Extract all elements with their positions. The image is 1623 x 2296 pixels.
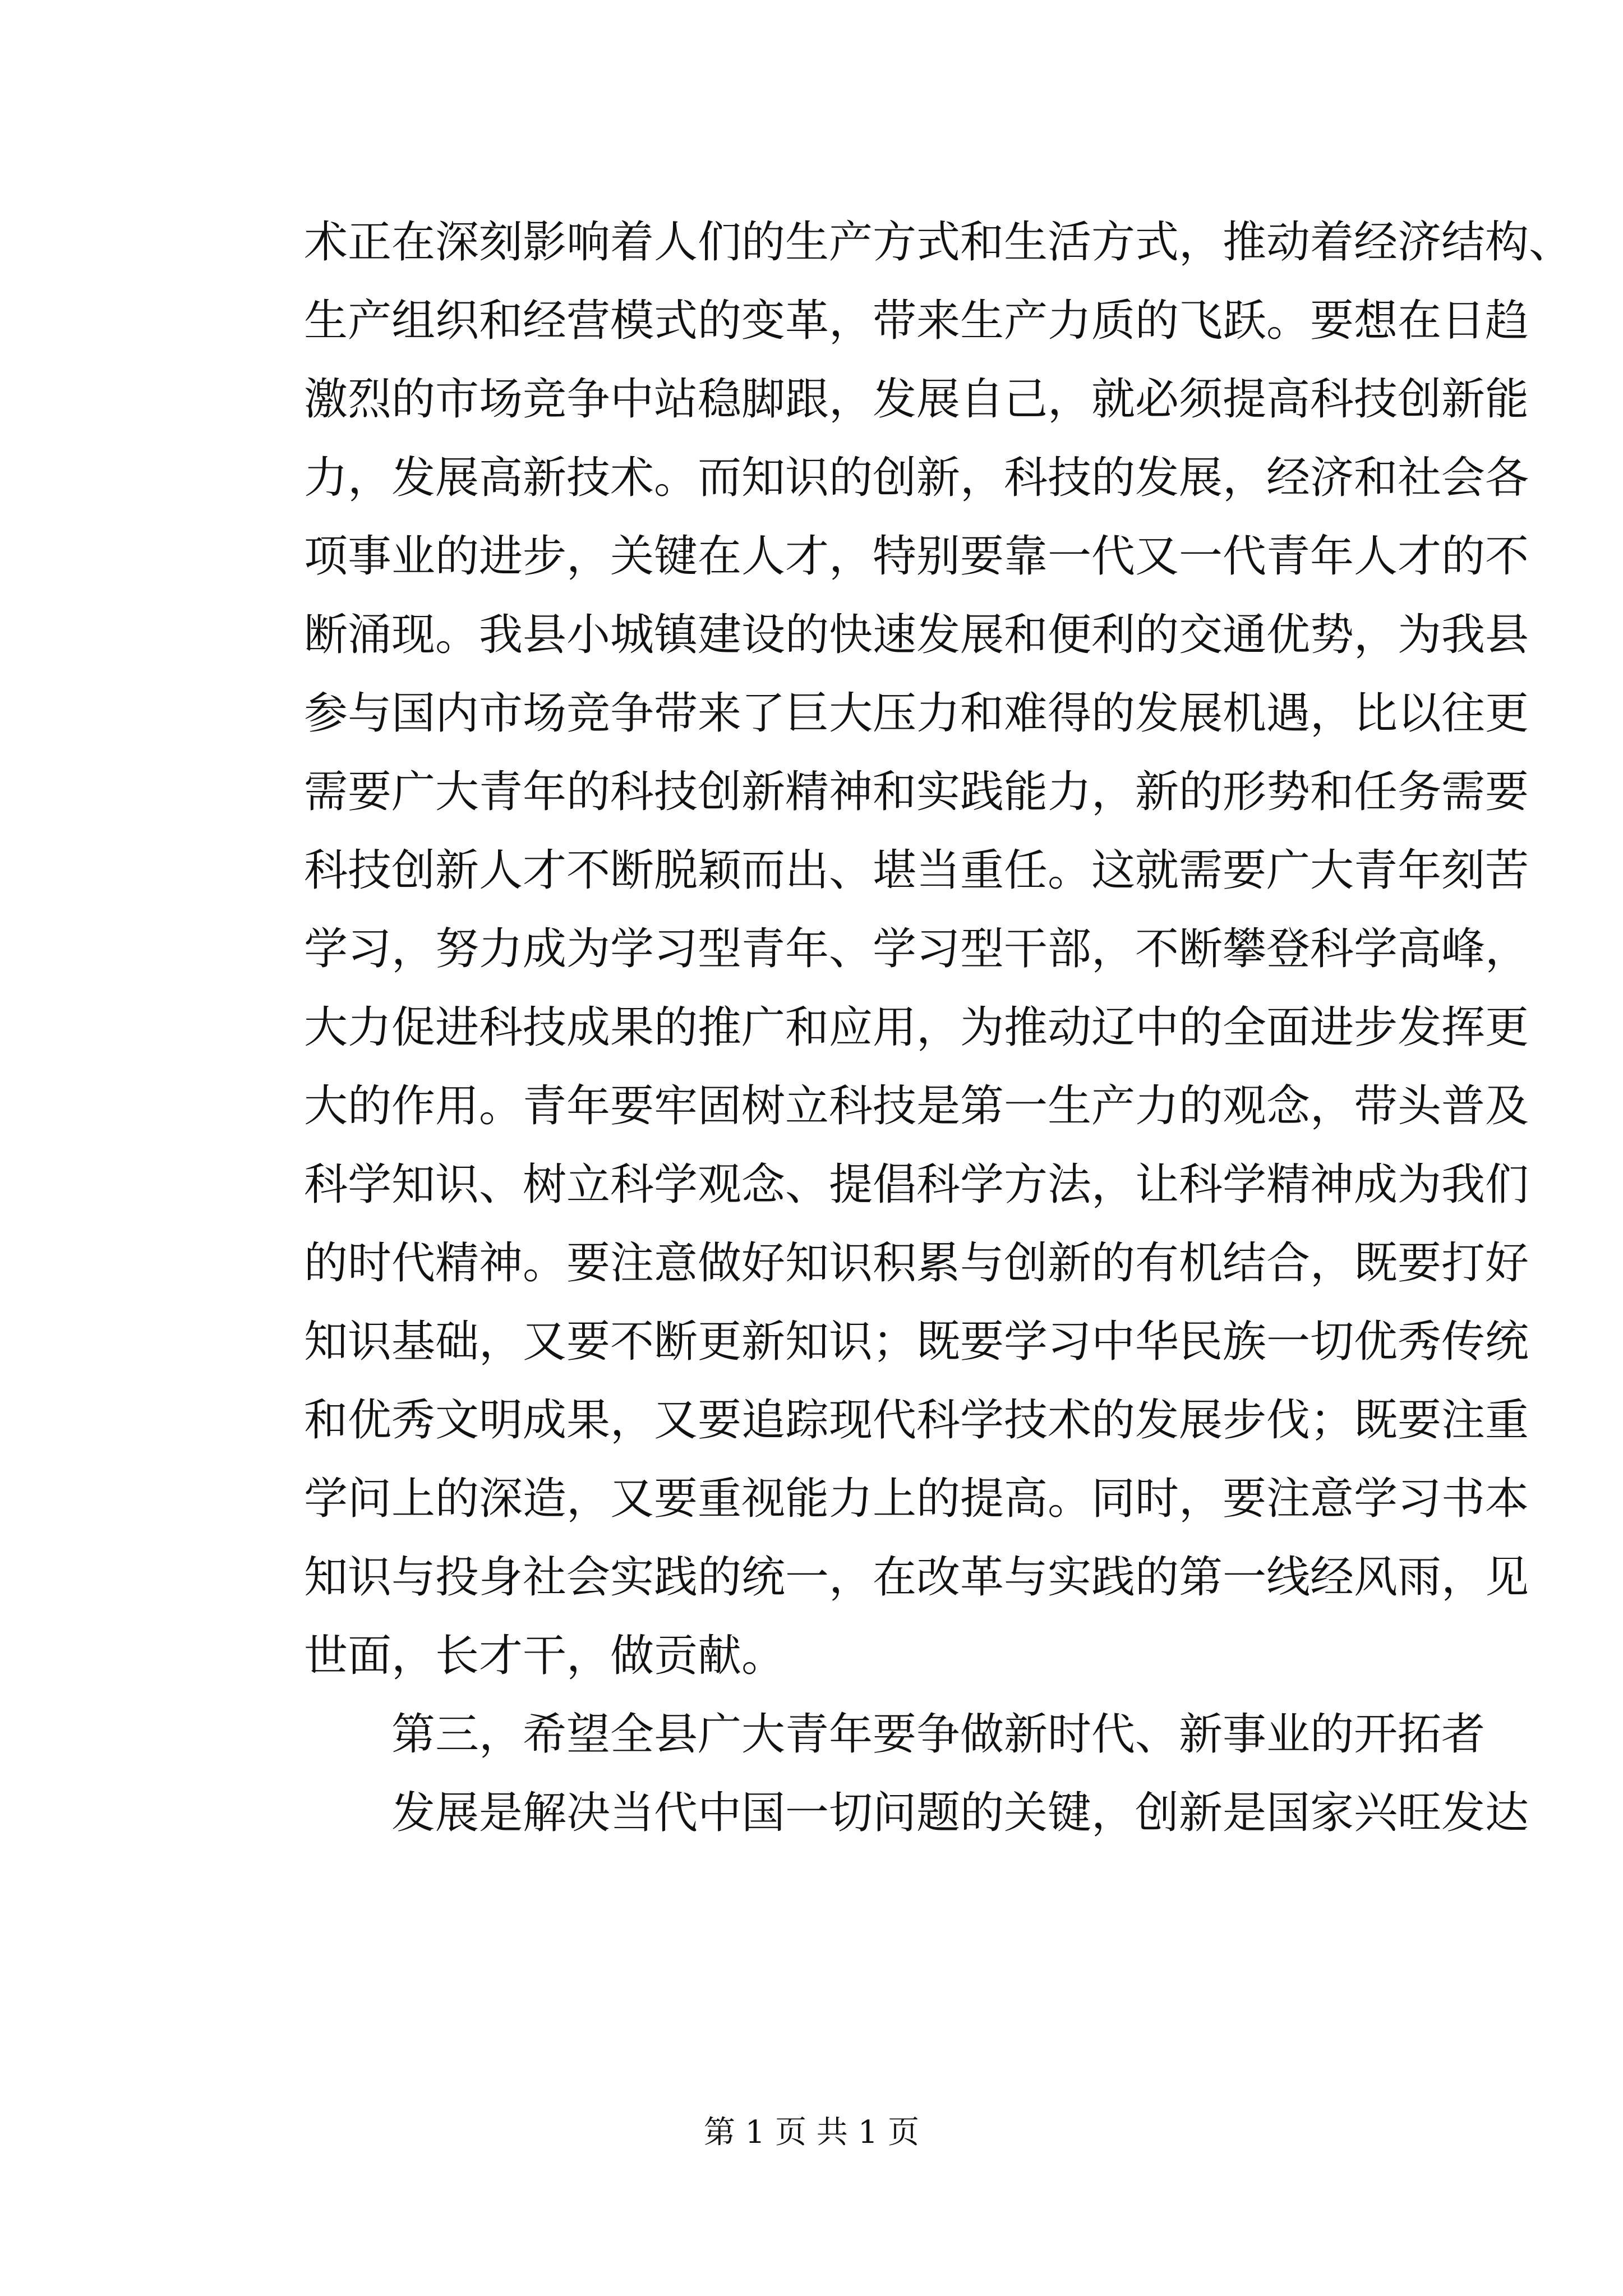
body-text-line: 知识基础，又要不断更新知识；既要学习中华民族一切优秀传统 bbox=[304, 1317, 1529, 1367]
body-text-line: 需要广大青年的科技创新精神和实践能力，新的形势和任务需要 bbox=[304, 767, 1529, 817]
paragraph-start-line: 发展是解决当代中国一切问题的关键，创新是国家兴旺发达 bbox=[304, 1788, 1529, 1838]
body-text-line: 科技创新人才不断脱颖而出、堪当重任。这就需要广大青年刻苦 bbox=[304, 845, 1529, 896]
section-heading-line: 第三，希望全县广大青年要争做新时代、新事业的开拓者 bbox=[304, 1709, 1486, 1760]
body-text-line: 学习，努力成为学习型青年、学习型干部，不断攀登科学高峰， bbox=[304, 924, 1529, 974]
body-text-line: 知识与投身社会实践的统一，在改革与实践的第一线经风雨，见 bbox=[304, 1552, 1529, 1603]
body-text-line: 力，发展高新技术。而知识的创新，科技的发展，经济和社会各 bbox=[304, 453, 1529, 503]
body-text-line: 学问上的深造，又要重视能力上的提高。同时，要注意学习书本 bbox=[304, 1474, 1529, 1524]
body-text-line: 大的作用。青年要牢固树立科技是第一生产力的观念，带头普及 bbox=[304, 1081, 1529, 1131]
body-text-line: 世面，长才干，做贡献。 bbox=[304, 1631, 786, 1681]
body-text-line: 参与国内市场竞争带来了巨大压力和难得的发展机遇，比以往更 bbox=[304, 688, 1529, 739]
body-text-line: 科学知识、树立科学观念、提倡科学方法，让科学精神成为我们 bbox=[304, 1159, 1529, 1210]
body-text-line: 生产组织和经营模式的变革，带来生产力质的飞跃。要想在日趋 bbox=[304, 296, 1529, 346]
body-text-line: 术正在深刻影响着人们的生产方式和生活方式，推动着经济结构、 bbox=[304, 217, 1573, 268]
body-text-line: 和优秀文明成果，又要追踪现代科学技术的发展步伐；既要注重 bbox=[304, 1395, 1529, 1446]
body-text-line: 断涌现。我县小城镇建设的快速发展和便利的交通优势，为我县 bbox=[304, 610, 1529, 660]
body-text-line: 大力促进科技成果的推广和应用，为推动辽中的全面进步发挥更 bbox=[304, 1002, 1529, 1053]
body-text-line: 项事业的进步，关键在人才，特别要靠一代又一代青年人才的不 bbox=[304, 531, 1529, 582]
page-footer: 第 1 页 共 1 页 bbox=[703, 2114, 920, 2151]
body-text-line: 的时代精神。要注意做好知识积累与创新的有机结合，既要打好 bbox=[304, 1238, 1529, 1289]
body-text-line: 激烈的市场竞争中站稳脚跟，发展自己，就必须提高科技创新能 bbox=[304, 374, 1529, 425]
